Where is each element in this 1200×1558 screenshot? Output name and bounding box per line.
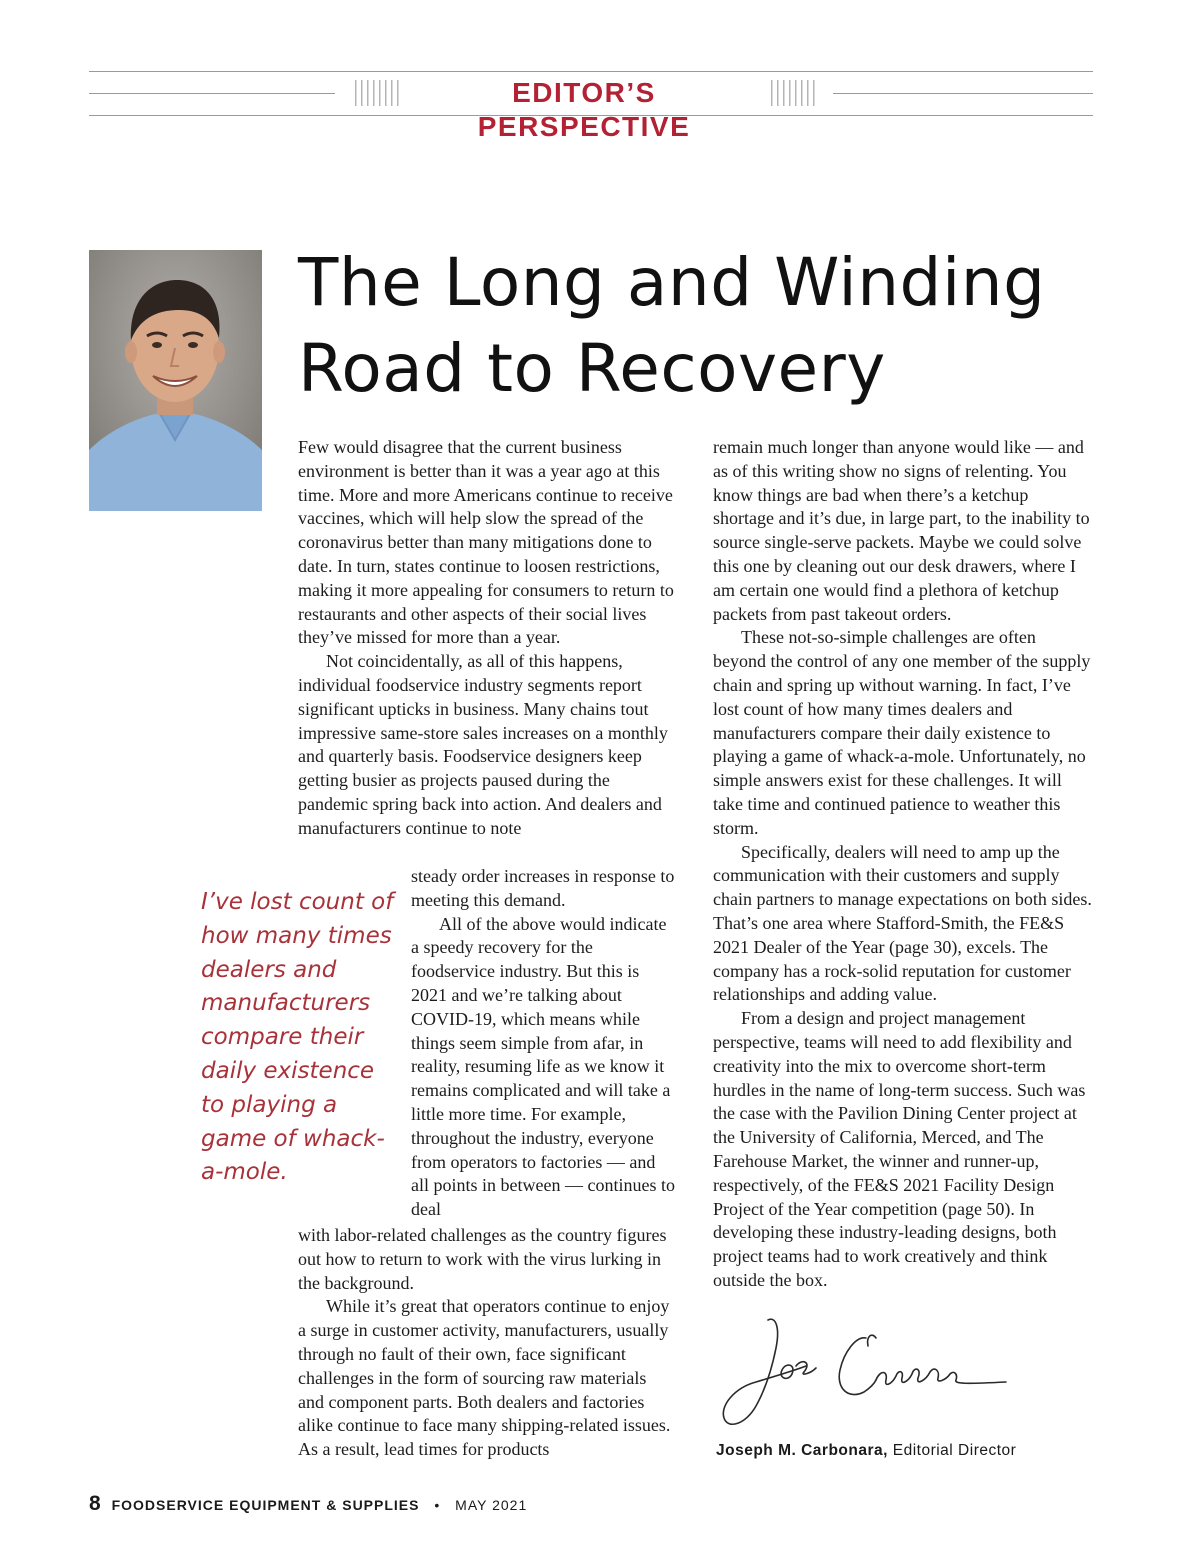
header-tick-ornament-right <box>771 80 815 106</box>
author-byline <box>716 1442 1016 1460</box>
article-title-line-1: The Long and Winding <box>298 244 1046 321</box>
header-rule-top <box>89 71 1093 72</box>
page-footer <box>89 1492 527 1516</box>
publication-name: FOODSERVICE EQUIPMENT & SUPPLIES <box>111 1497 420 1513</box>
body-column-right <box>713 436 1093 1293</box>
paragraph: From a design and project management perspective, teams will need to add flexibility and creativity into the mix to overcome short-term hurdles in the name of long-term success. Such was the case with the Pavilion Dining Center project at the University of California, Merced, and The Farehouse Market, the winner and runner-up, respectively, of the FE&S 2021 Facility Design Project of the Year competition (page 50). In developing these industry-leading designs, both project teams had to work creatively and think outside the box. <box>713 1008 1086 1290</box>
paragraph: Specifically, dealers will need to amp up the communication with their customers and supply chain partners to manage expectations on both sides. That’s one area where Stafford-Smith, the FE&S 2021 Dealer of the Year (page 30), excels. The company has a rock-solid reputation for customer relationships and adding value. <box>713 841 1092 1005</box>
header-rule-mid-right <box>833 93 1093 94</box>
body-column-left-tail <box>298 1224 674 1462</box>
paragraph: with labor-related challenges as the country figures out how to return to work with the virus lurking in the background. <box>298 1225 667 1293</box>
article-title <box>298 240 1178 412</box>
paragraph: These not-so-simple challenges are often beyond the control of any one member of the supply chain and spring up without warning. In fact, I’ve lost count of how many times dealers and manufacturers compare their daily existence to playing a game of whack-a-mole. Unfortunately, no simple answers exist for these challenges. It will take time and continued patience to weather this storm. <box>713 627 1091 838</box>
header-rule-mid-left <box>89 93 335 94</box>
footer-separator: • <box>434 1497 441 1513</box>
page-number: 8 <box>89 1492 101 1515</box>
author-photo <box>89 250 262 511</box>
body-column-left-wrap <box>411 865 676 1222</box>
author-portrait-illustration <box>89 250 262 511</box>
issue-date: MAY 2021 <box>455 1497 528 1513</box>
paragraph: All of the above would indicate a speedy recovery for the foodservice industry. But this is 2021 and we’re talking about COVID-19, which means while things seem simple from afar, in reality, resuming life as we know it remains complicated and will take a little more time. For example, throughout the industry, everyone from operators to factories — and all points in between — continues to deal <box>411 913 675 1220</box>
author-title: Editorial Director <box>892 1442 1017 1459</box>
author-name: Joseph M. Carbonara, <box>716 1442 888 1459</box>
paragraph: Few would disagree that the current business environment is better than it was a year ago at this time. More and more Americans continue to receive vaccines, which will help slow the spread of the coronavirus better than many mitigations done to date. In turn, states continue to loosen restrictions, making it more appealing for consumers to return to restaurants and other aspects of their social lives they’ve missed for more than a year. <box>298 437 674 648</box>
paragraph: While it’s great that operators continue to enjoy a surge in customer activity, manufacturers, usually through no fault of their own, face significant challenges in the form of sourcing raw materials and component parts. Both dealers and factories alike continue to face many shipping-related issues. As a result, lead times for products <box>298 1296 671 1460</box>
section-heading: EDITOR’S PERSPECTIVE <box>477 77 691 142</box>
pull-quote: I’ve lost count of how many times dealers and manufacturers compare their daily existence to playing a game of whack-a-mole. <box>201 889 394 1186</box>
paragraph: remain much longer than anyone would like — and as of this writing show no signs of relenting. You know things are bad when there’s a ketchup shortage and it’s due, in large part, to the inability to source single-serve packets. Maybe we could solve this one by cleaning out our desk drawers, where I am certain one would find a plethora of ketchup packets from past takeout orders. <box>713 437 1090 624</box>
paragraph: Not coincidentally, as all of this happens, individual foodservice industry segments report significant upticks in business. Many chains tout impressive same-store sales increases on a monthly and quarterly basis. Foodservice designers keep getting busier as projects paused during the pandemic spring back into action. And dealers and manufacturers continue to note <box>298 651 668 838</box>
article-title-line-2: Road to Recovery <box>298 330 886 407</box>
handwritten-signature <box>716 1308 1016 1438</box>
paragraph: steady order increases in response to meeting this demand. <box>411 866 675 910</box>
header-tick-ornament-left <box>355 80 399 106</box>
body-column-left <box>298 436 674 841</box>
